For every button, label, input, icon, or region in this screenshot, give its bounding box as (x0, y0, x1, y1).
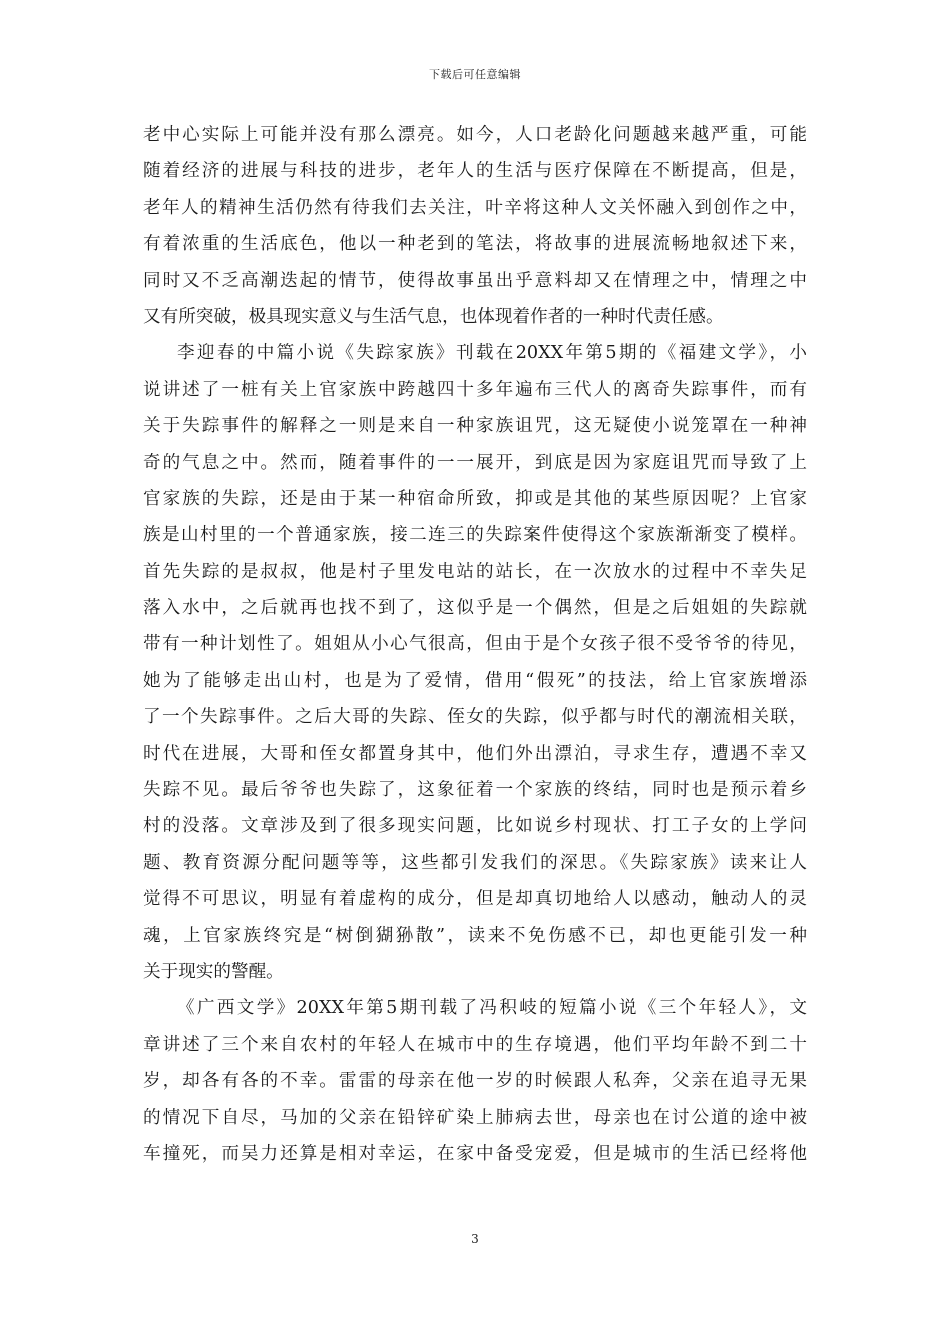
paragraph (143, 335, 807, 990)
text-line: 村的没落。文章涉及到了很多现实问题，比如说乡村现状、打工子女的上学问 (143, 816, 807, 837)
text-line: 的情况下自尽，马加的父亲在铅锌矿染上肺病去世，母亲也在讨公道的途中被 (143, 1107, 807, 1128)
page-header: 下载后可任意编辑 (429, 68, 521, 81)
text-line: 题、教育资源分配问题等等，这些都引发我们的深思。《失踪家族》读来让人 (143, 852, 807, 873)
text-line: 魂，上官家族终究是“树倒猢狲散”，读来不免伤感不已，却也更能引发一种 (143, 925, 807, 946)
text-line: 官家族的失踪，还是由于某一种宿命所致，抑或是其他的某些原因呢？上官家 (143, 488, 807, 509)
text-line: 岁，却各有各的不幸。雷雷的母亲在他一岁的时候跟人私奔，父亲在追寻无果 (143, 1071, 807, 1092)
text-line: 《广西文学》20XX年第5期刊载了冯积岐的短篇小说《三个年轻人》，文 (177, 998, 807, 1019)
text-line: 族是山村里的一个普通家族，接二连三的失踪案件使得这个家族渐渐变了模样。 (143, 525, 807, 546)
text-line: 首先失踪的是叔叔，他是村子里发电站的站长，在一次放水的过程中不幸失足 (143, 561, 807, 582)
page-number: 3 (471, 1232, 479, 1246)
text-line: 带有一种计划性了。姐姐从小心气很高，但由于是个女孩子很不受爷爷的待见， (143, 634, 807, 655)
text-line: 老年人的精神生活仍然有待我们去关注，叶辛将这种人文关怀融入到创作之中， (143, 197, 807, 218)
text-line: 随着经济的进展与科技的进步，老年人的生活与医疗保障在不断提高，但是， (143, 161, 807, 182)
text-line: 奇的气息之中。然而，随着事件的一一展开，到底是因为家庭诅咒而导致了上 (143, 452, 807, 473)
text-line: 关于现实的警醒。 (143, 961, 284, 982)
text-line: 落入水中，之后就再也找不到了，这似乎是一个偶然，但是之后姐姐的失踪就 (143, 598, 807, 619)
paragraph (143, 117, 807, 335)
text-line: 同时又不乏高潮迭起的情节，使得故事虽出乎意料却又在情理之中，情理之中 (143, 270, 807, 291)
text-line: 觉得不可思议，明显有着虚构的成分，但是却真切地给人以感动，触动人的灵 (143, 889, 807, 910)
text-line: 说讲述了一桩有关上官家族中跨越四十多年遍布三代人的离奇失踪事件，而有 (143, 379, 807, 400)
text-line: 车撞死，而吴力还算是相对幸运，在家中备受宠爱，但是城市的生活已经将他 (143, 1143, 807, 1164)
text-line: 老中心实际上可能并没有那么漂亮。如今，人口老龄化问题越来越严重，可能 (143, 125, 807, 145)
text-line: 时代在进展，大哥和侄女都置身其中，他们外出漂泊，寻求生存，遭遇不幸又 (143, 743, 807, 764)
paragraph (143, 990, 807, 1172)
document-body (143, 117, 807, 1172)
text-line: 关于失踪事件的解释之一则是来自一种家族诅咒，这无疑使小说笼罩在一种神 (143, 416, 807, 437)
text-line: 李迎春的中篇小说《失踪家族》刊载在20XX年第5期的《福建文学》，小 (177, 343, 807, 364)
text-line: 她为了能够走出山村，也是为了爱情，借用“假死”的技法，给上官家族增添 (143, 670, 807, 691)
text-line: 了一个失踪事件。之后大哥的失踪、侄女的失踪，似乎都与时代的潮流相关联， (143, 707, 807, 728)
text-line: 失踪不见。最后爷爷也失踪了，这象征着一个家族的终结，同时也是预示着乡 (143, 780, 807, 801)
text-line: 有着浓重的生活底色，他以一种老到的笔法，将故事的进展流畅地叙述下来， (143, 234, 807, 255)
text-line: 章讲述了三个来自农村的年轻人在城市中的生存境遇，他们平均年龄不到二十 (143, 1034, 807, 1055)
text-line: 又有所突破，极具现实意义与生活气息，也体现着作者的一种时代责任感。 (143, 306, 724, 327)
